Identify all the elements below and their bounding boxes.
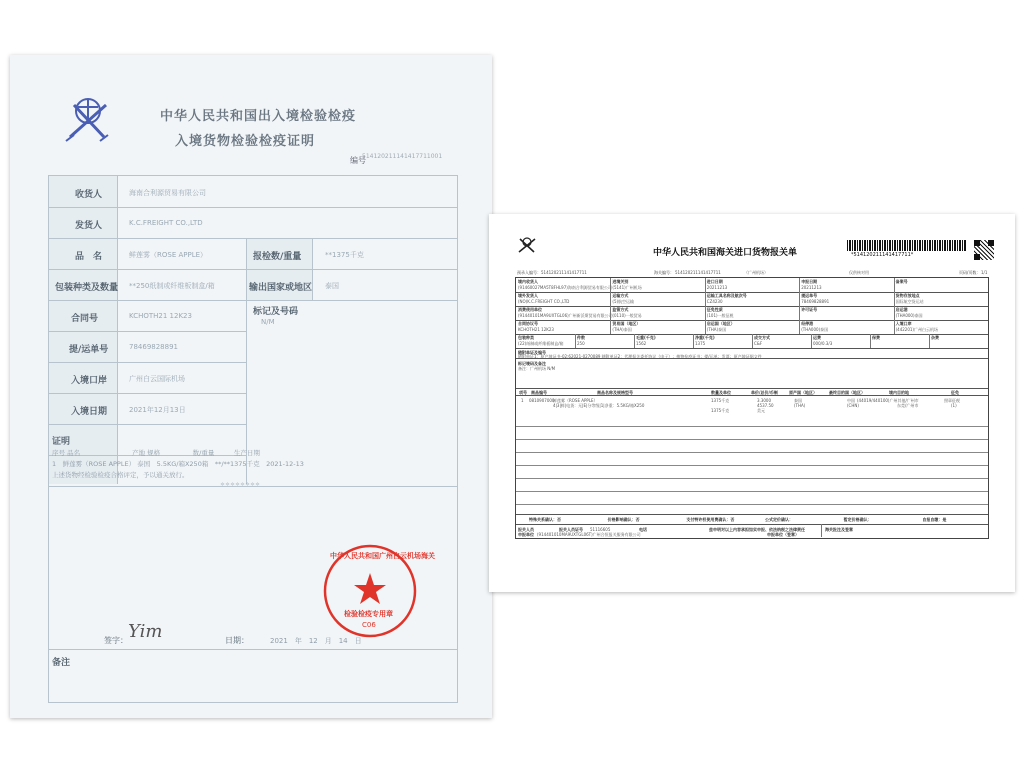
- customs-no-value: 514120211141417711: [675, 270, 721, 275]
- declaration-field-value: 000/0.3/3: [813, 341, 833, 346]
- declaration-title: 中华人民共和国海关进口货物报关单: [653, 248, 798, 258]
- declaration-field-value: (91440101MA9UXTGL06)广州新沃斯贸易有限公司: [518, 313, 613, 318]
- goods-spec: 4|3|鲜|电货：无|E|分等级|1|净重：5.5KG/箱X250: [553, 403, 645, 408]
- proof-label: 证明: [52, 437, 71, 447]
- pre-entry-label: 预录入编号：: [517, 270, 541, 275]
- declaration-field-value: 国际航空货运站: [895, 299, 924, 304]
- goods-header-cell: 单价/总价/币制: [751, 390, 778, 395]
- goods-total: 4537.50: [757, 403, 774, 408]
- qr-code: [974, 240, 994, 260]
- check-only-note: 仅供核对用: [849, 270, 869, 275]
- goods-header-cell: 商品名称及规格型号: [597, 390, 633, 395]
- declaration-field-value: (22)纸制或纤维板制盒/箱: [518, 341, 564, 346]
- declaration-field-label: 运费: [813, 335, 821, 340]
- declaration-field-label: 进口日期: [706, 279, 723, 284]
- footer-check: 公式定价确认：: [765, 517, 793, 522]
- declaration-field-label: 征免性质: [706, 307, 723, 312]
- goods-header-cell: 原产国（地区）: [789, 390, 817, 395]
- declarant-cert-label: 报关人员证号: [559, 527, 583, 532]
- customs-seal: [322, 543, 435, 639]
- customs-office: （广州机场）: [744, 270, 768, 275]
- seal-code: C06: [362, 621, 376, 629]
- goods-price: 3.3000: [757, 398, 771, 403]
- customs-declaration: [489, 214, 1015, 592]
- declaration-field-label: 经停港: [801, 321, 814, 326]
- declaration-field-value: (5)航空运输: [612, 299, 635, 304]
- declaration-field-value: C&F: [754, 341, 763, 346]
- declaration-field-label: 贸易国（地区）: [612, 321, 641, 326]
- declaration-field-label: 境内收货人: [518, 279, 538, 284]
- seal-text: 中华人民共和国广州白云机场海关: [330, 552, 435, 560]
- goods-header-cell: 商品编号: [531, 390, 547, 395]
- goods-domestic2: 东莞/广州市: [897, 403, 919, 408]
- certificate-number-value: 514120211141417711001: [362, 153, 443, 160]
- declaration-field-label: 消费使用单位: [518, 307, 542, 312]
- proof-row: 1 鲜莲雾（ROSE APPLE） 泰国 5.5KG/箱X250箱 **/**1375千克 2021-12-13: [52, 460, 304, 468]
- declaration-field-value: 20211213: [706, 285, 728, 290]
- page-count-value: 1/1: [981, 270, 988, 275]
- declaration-field-value: 1375: [695, 341, 706, 346]
- declaring-unit-seal-label: 申报单位（签章）: [767, 532, 799, 537]
- contract-value: KCHOTH21 12K23: [129, 312, 192, 320]
- declaration-field-label: 净重(千克): [695, 335, 715, 340]
- footer-check: 自报自缴：是: [922, 517, 947, 522]
- declaration-field-label: 成交方式: [754, 335, 770, 340]
- port-label: 入境口岸: [71, 376, 108, 386]
- declaration-field-value: (THA000)泰国: [895, 313, 923, 318]
- declaration-field-value: (91460027MA5T8FHL97)海南合利源贸易有限公司: [518, 285, 612, 290]
- proof-header: 序号 品名 产地 规格 数/重量 生产日期: [52, 449, 260, 457]
- goods-duty: 照章征税: [944, 398, 960, 403]
- declaration-field-label: 合同协议号: [518, 321, 538, 326]
- footer-check: 价格影响确认：否: [607, 517, 640, 522]
- declaration-field-value: (0110)一般贸易: [612, 313, 642, 318]
- inspection-certificate: [10, 55, 492, 718]
- phone-label: 电话: [639, 527, 647, 532]
- date-value: 2021年12月13日: [129, 406, 186, 414]
- pre-entry-value: 514120211141417711: [541, 270, 587, 275]
- remarks-box: [48, 649, 458, 703]
- goods-qty2: 1375千克: [711, 408, 730, 413]
- declaration-field-label: 启运国（地区）: [706, 321, 735, 326]
- declaration-field-value: 78469828891: [801, 299, 830, 304]
- declaration-field-label: 启运港: [895, 307, 908, 312]
- declaration-field-value: (THA)泰国: [706, 327, 727, 332]
- goods-header-cell: 数量及单位: [711, 390, 731, 395]
- quantity-value: **1375千克: [325, 251, 364, 259]
- goods-header-cell: 征免: [951, 390, 959, 395]
- declarant-cert-value: 51116605: [590, 527, 611, 532]
- declaration-field-value: (THA000)泰国: [801, 327, 829, 332]
- declaration-field-label: 备案号: [895, 279, 908, 284]
- package-value: **250纸制或纤维板制盒/箱: [129, 282, 215, 290]
- date-sign-value: 2021 年 12 月 14 日: [270, 637, 362, 645]
- date-label: 入境日期: [71, 407, 108, 417]
- barcode: [847, 240, 967, 251]
- consignor-value: K.C.FREIGHT CO.,LTD: [129, 219, 203, 227]
- ciq-emblem-icon: [60, 93, 116, 147]
- footer-check: 特殊关系确认：否: [529, 517, 561, 522]
- declaration-field-value: CZ4230: [706, 299, 723, 304]
- date-sign-label: 日期：: [225, 636, 249, 645]
- bl-value: 78469828891: [129, 343, 178, 351]
- liability-statement: 兹申明对以上内容承担如实申报、依法纳税之法律责任: [709, 527, 805, 532]
- goods-item: 1: [521, 398, 524, 403]
- declaration-field-label: 运输方式: [612, 293, 629, 298]
- docs-value: 随附单证1：原产地证书-02:62021-0270089 随附单证2：代理报关委托协议（电子）；植物检疫证书；提/运单；发票；原产地证据文件: [518, 354, 762, 359]
- declaring-unit-value: (914401010MA9UXTGL06T)广州合恒报关服务有限公司: [537, 532, 641, 537]
- origin-value: 泰国: [325, 282, 339, 290]
- declaration-field-value: (442201)广州白云机场: [895, 327, 938, 332]
- declarant-label: 报关人员: [518, 527, 534, 532]
- signature-value: Yim: [128, 621, 163, 642]
- declaration-field-label: 毛重(千克): [636, 335, 656, 340]
- declaration-field-label: 境外发货人: [518, 293, 538, 298]
- origin-label: 输出国家或地区: [249, 283, 313, 293]
- declaration-field-value: (101)一般征税: [706, 313, 734, 318]
- declaration-field-label: 提运单号: [801, 293, 818, 298]
- remarks-label: 备注: [52, 658, 71, 668]
- marks-label: 标记及号码: [253, 307, 299, 317]
- consignee-label: 收货人: [75, 190, 103, 200]
- contract-label: 合同号: [71, 314, 99, 324]
- declaration-field-label: 进境关别: [612, 279, 629, 284]
- declaration-field-value: (5141)广州机场: [612, 285, 642, 290]
- goods-duty-code: (1): [951, 403, 957, 408]
- goods-header-cell: 项号: [519, 390, 527, 395]
- customs-no-label: 海关编号：: [654, 270, 674, 275]
- port-value: 广州白云国际机场: [129, 375, 185, 383]
- goods-domestic: (44019/440100)广州其他/广州市: [857, 398, 919, 403]
- goods-qty: 1375千克: [711, 398, 730, 403]
- docs-label: 随附单证及编号: [518, 350, 546, 355]
- proof-stars: ＊＊＊＊＊＊＊＊: [220, 482, 261, 488]
- certificate-title-line1: 中华人民共和国出入境检验检疫: [160, 109, 357, 124]
- declaring-unit-label: 申报单位: [518, 532, 534, 537]
- footer-check: 支付特许权使用费确认：否: [686, 517, 735, 522]
- package-label: 包装种类及数量: [55, 283, 119, 293]
- certificate-title-line2: 入境货物检验检疫证明: [175, 134, 316, 149]
- declaration-field-value: (NO)K.C.FREIGHT CO.,LTD: [518, 299, 570, 304]
- declaration-field-label: 保费: [872, 335, 880, 340]
- signature-label: 签字：: [104, 636, 128, 645]
- declaration-field-label: 杂费: [931, 335, 939, 340]
- bl-label: 提/运单号: [69, 345, 109, 355]
- declaration-field-value: KCHOTH21 12K23: [518, 327, 554, 332]
- certificate-number-label: 编号: [350, 156, 366, 165]
- declaration-field-label: 入境口岸: [895, 321, 912, 326]
- declaration-field-value: (THA)泰国: [612, 327, 632, 332]
- barcode-text: *514120211141417711*: [851, 252, 914, 258]
- customs-endorsement-label: 海关批注及签章: [825, 527, 853, 532]
- goods-currency: 美元: [757, 408, 765, 413]
- declaration-field-label: 件数: [577, 335, 585, 340]
- declaration-field-value: 20211213: [801, 285, 822, 290]
- declaration-field-label: 监管方式: [612, 307, 629, 312]
- goods-dest: 中国: [847, 398, 855, 403]
- proof-statement: 上述货物经检验检疫合格评定，予以通关放行。: [52, 471, 189, 479]
- goods-dest-code: (CHN): [847, 403, 859, 408]
- declaration-field-value: 1562: [636, 341, 647, 346]
- declaration-field-label: 货物存放地点: [895, 293, 920, 298]
- declaration-field-label: 运输工具名称及航次号: [706, 293, 747, 298]
- quantity-label: 报检数/重量: [253, 252, 302, 262]
- goods-origin: 泰国: [794, 398, 802, 403]
- footer-check: 暂定价格确认：: [843, 517, 872, 522]
- customs-emblem-icon: [517, 236, 537, 254]
- goods-name: 鲜莲雾（ROSE APPLE）: [553, 398, 598, 403]
- product-label: 品 名: [75, 252, 103, 262]
- product-value: 鲜莲雾（ROSE APPLE）: [129, 251, 208, 259]
- page-count-label: 页码/页数：: [959, 270, 981, 275]
- goods-header-cell: 最终目的国（地区）: [829, 390, 865, 395]
- goods-code: 0810907000: [529, 398, 555, 403]
- marks-value-decl: 备注：广州机场 N/M: [518, 366, 556, 371]
- goods-origin-code: (THA): [794, 403, 806, 408]
- marks-label-decl: 标记唛码及备注: [518, 361, 546, 366]
- goods-header-cell: 境内目的地: [889, 390, 909, 395]
- consignor-label: 发货人: [75, 221, 103, 231]
- consignee-value: 海南合利源贸易有限公司: [129, 189, 206, 197]
- declaration-field-label: 申报日期: [801, 279, 818, 284]
- declaration-field-label: 许可证号: [801, 307, 818, 312]
- seal-sub: 检验检疫专用章: [344, 610, 393, 618]
- declaration-field-label: 包装种类: [518, 335, 534, 340]
- declaration-field-value: 250: [577, 341, 585, 346]
- marks-value: N/M: [261, 318, 275, 326]
